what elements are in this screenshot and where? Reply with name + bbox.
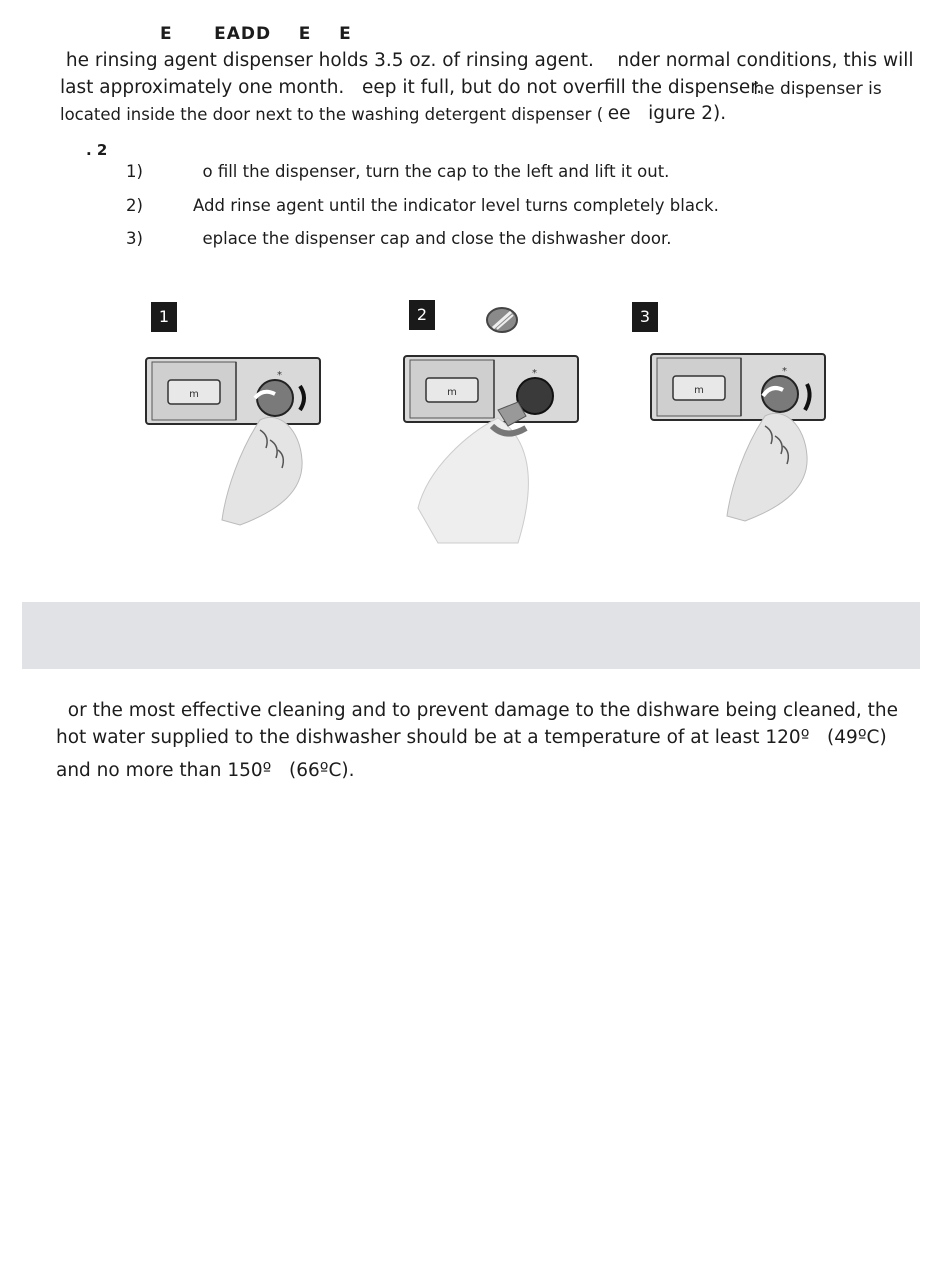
- svg-text:*: *: [532, 368, 537, 379]
- paragraph-line-2-end: he dispenser is: [748, 79, 882, 99]
- section-band: [22, 602, 920, 669]
- section-heading: E EADD E E: [160, 24, 352, 44]
- dispenser-illustration-step-1: [140, 350, 330, 530]
- step-number: 3): [126, 229, 143, 248]
- step-text: eplace the dispenser cap and close the dishwasher door.: [192, 229, 672, 248]
- dispenser-illustration-step-3: [645, 346, 835, 526]
- water-paragraph-line-1: or the most effective cleaning and to prevent damage to the dishware being cleaned, the: [56, 700, 899, 721]
- svg-text:*: *: [782, 366, 787, 377]
- no-symbol-icon: [485, 305, 519, 335]
- water-paragraph-line-2: hot water supplied to the dishwasher should be at a temperature of at least 120º (49ºC): [56, 727, 887, 748]
- dispenser-illustration-step-2: [398, 348, 588, 548]
- svg-text:m: m: [694, 385, 704, 396]
- svg-text:*: *: [277, 370, 282, 381]
- step-text: Add rinse agent until the indicator level turns completely black.: [193, 196, 719, 215]
- paragraph-line-2: last approximately one month. eep it full, but do not overfill the dispenser.: [60, 77, 763, 98]
- step-number: 2): [126, 196, 143, 215]
- step-badge: 1: [151, 302, 177, 332]
- svg-text:m: m: [189, 389, 199, 400]
- figure-label: . 2: [86, 141, 108, 159]
- paragraph-line-3-end: ee igure 2).: [596, 103, 727, 124]
- paragraph-line-1: he rinsing agent dispenser holds 3.5 oz. of rinsing agent. nder normal conditions, this will: [60, 50, 914, 71]
- step-number: 1): [126, 162, 143, 181]
- water-paragraph-line-3: and no more than 150º (66ºC).: [56, 760, 355, 781]
- step-text: o fill the dispenser, turn the cap to the left and lift it out.: [192, 162, 670, 181]
- step-badge: 3: [632, 302, 658, 332]
- paragraph-line-3: located inside the door next to the washing detergent dispenser (: [60, 105, 604, 124]
- svg-text:m: m: [447, 387, 457, 398]
- step-badge: 2: [409, 300, 435, 330]
